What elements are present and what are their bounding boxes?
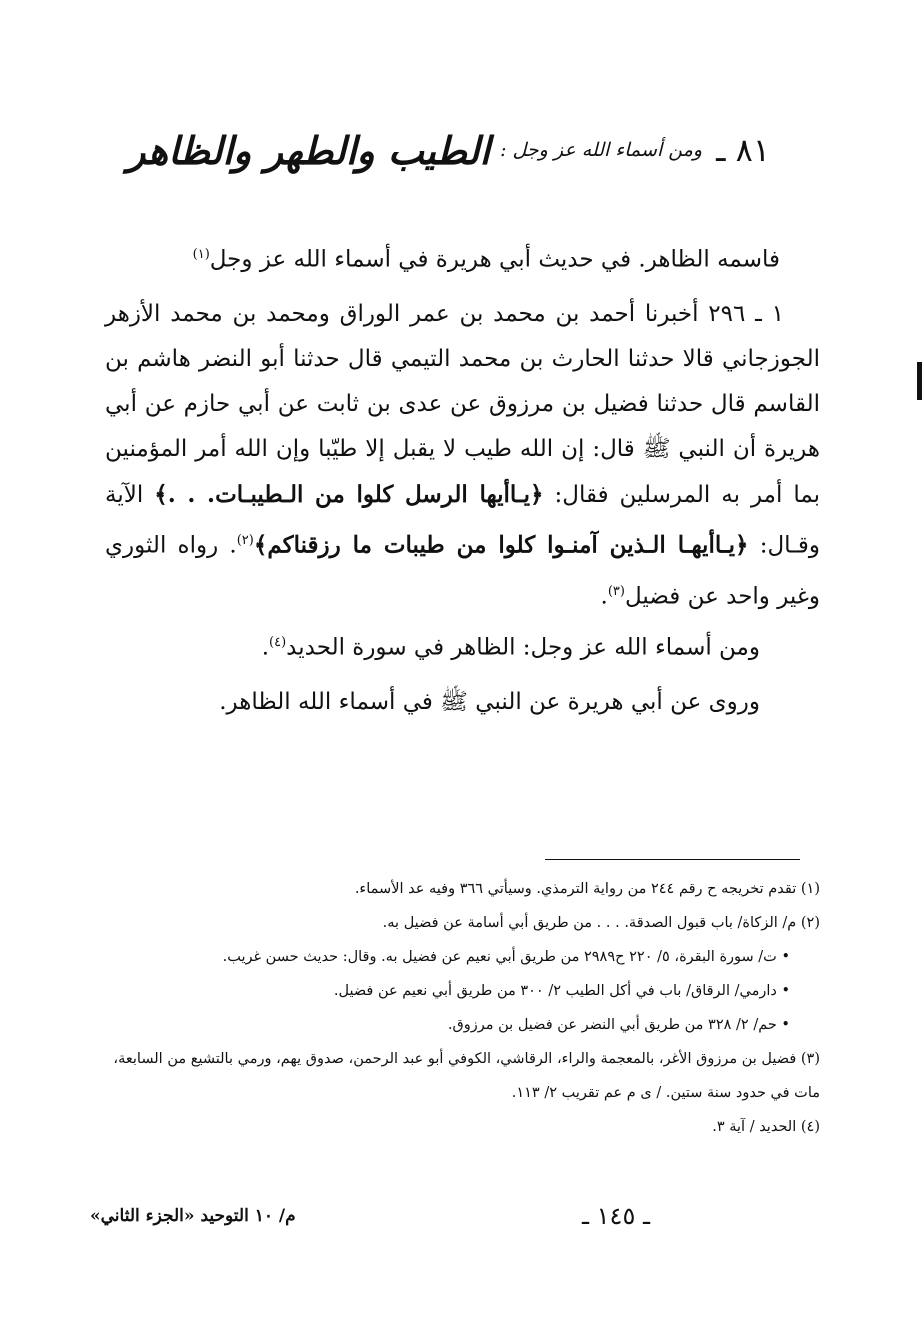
- surah-paragraph: [105, 620, 820, 671]
- chapter-title: الطيب والطهر والظاهر: [127, 127, 491, 173]
- hadith-text-3: . رواه الثوري وغير واحد عن فضيل: [105, 532, 820, 610]
- footnotes: [105, 872, 820, 1144]
- footnote-separator: [545, 859, 800, 860]
- scan-edge-mark: [917, 362, 922, 400]
- quran-quote-2: ﴿يـاأيهـا الـذين آمنـوا كلوا من طيبات ما رزقناكم﴾: [253, 531, 749, 559]
- hadith-text: ١ ـ ٢٩٦ أخبرنا أحمد بن محمد بن عمر الوراق ومحمد بن محمد الأزهر الجوزجاني قالا حدثنا الحارث بن محمد التيمي قال حدثنا أبو النضر هاشم بن القاسم قال حدثنا فضيل بن مرزوق عن عدى بن ثابت عن أبي حازم عن أبي هريرة أن النبي ﷺ قال: إن الله طيب لا يقبل إلا طيّبا وإن الله أمر المؤمنين بما أمر به المرسلين فقال:: [105, 301, 821, 508]
- hadith-end: .: [600, 583, 608, 610]
- intro-paragraph: [105, 232, 820, 283]
- hadith-text-2: الآية وقـال:: [105, 482, 821, 559]
- book-signature: م/ ١٠ التوحيد «الجزء الثاني»: [90, 1206, 296, 1226]
- footnote-ref-1: (١): [192, 247, 210, 262]
- chapter-number: ٨١ ـ: [716, 131, 770, 169]
- footnote-2-tirmidhi: • ت/ سورة البقرة، ٥/ ٢٢٠ ح٢٩٨٩ من طريق أبي نعيم عن فضيل به. وقال: حديث حسن غريب.: [222, 949, 790, 965]
- narration-text: وروى عن أبي هريرة عن النبي ﷺ في أسماء الله الظاهر.: [219, 689, 760, 715]
- footnote-1: (١) تقدم تخريجه ح رقم ٢٤٤ من رواية الترمذي. وسيأتي ٣٦٦ وفيه عد الأسماء.: [354, 881, 820, 897]
- surah-end: .: [261, 634, 270, 661]
- footnote-2-darimi: • دارمي/ الرقاق/ باب في أكل الطيب ٢/ ٣٠٠ من طريق أبي نعيم عن فضيل.: [333, 983, 790, 999]
- footnote-3: (٣) فضيل بن مرزوق الأغر، بالمعجمة والراء، الرقاشي، الكوفي أبو عبد الرحمن، صدوق يهم، ورمي بالتشيع من السابعة، مات في حدود سنة ستين. / ى م عم تقريب ٢/ ١١٣.: [113, 1051, 820, 1101]
- footnote-ref-4: (٤): [269, 635, 287, 650]
- footnote-4: (٤) الحديد / آية ٣.: [712, 1119, 820, 1135]
- footnote-ref-2: (٢): [236, 533, 254, 548]
- footnote-2: (٢) م/ الزكاة/ باب قبول الصدقة. . . . من طريق أبي أسامة عن فضيل به.: [382, 915, 820, 931]
- chapter-heading: [127, 110, 770, 190]
- page-footer: [90, 1202, 820, 1246]
- quran-quote-1: ﴿يـاأيها الرسل كلوا من الـطيبـات. . .﴾: [154, 481, 544, 508]
- hadith-paragraph: [105, 292, 820, 619]
- narration-paragraph: [105, 680, 820, 725]
- page-number: ـ ١٤٥ ـ: [581, 1202, 650, 1230]
- footnote-ref-3: (٣): [607, 583, 625, 599]
- intro-text: فاسمه الظاهر. في حديث أبي هريرة في أسماء الله عز وجل: [209, 246, 780, 273]
- footnote-2-ahmad: • حم/ ٢/ ٣٢٨ من طريق أبي النضر عن فضيل بن مرزوق.: [447, 1017, 790, 1033]
- surah-text: ومن أسماء الله عز وجل: الظاهر في سورة الحديد: [286, 634, 760, 661]
- chapter-prefix: ومن أسماء الله عز وجل :: [500, 139, 703, 161]
